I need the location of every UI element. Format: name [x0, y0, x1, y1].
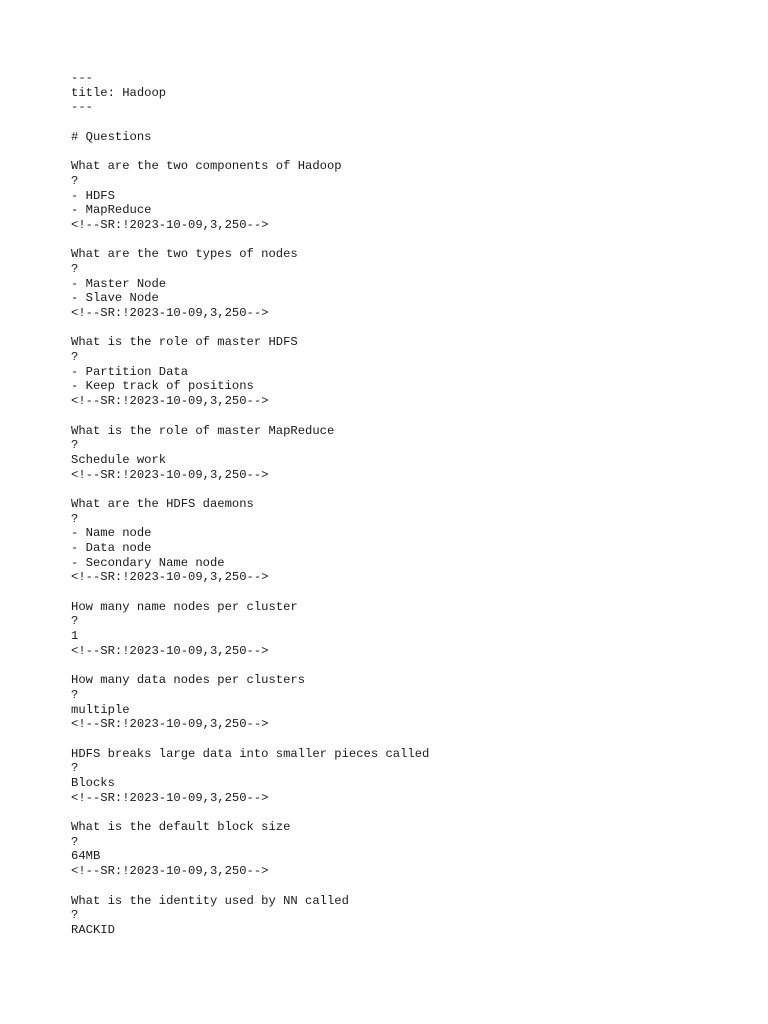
blank-line: [71, 144, 731, 159]
spaced-repetition-comment: <!--SR:!2023-10-09,3,250-->: [71, 217, 269, 232]
flashcard-separator: ?: [71, 908, 79, 923]
front-matter-open: ---: [71, 71, 93, 85]
flashcard-separator: ?: [71, 511, 79, 526]
flashcard-answer-line: - Data node: [71, 541, 152, 555]
flashcard-answer-line: - MapReduce: [71, 203, 152, 218]
flashcard-answer-line: - Name node: [71, 526, 152, 541]
flashcard-answer-line: - HDFS: [71, 188, 115, 203]
flashcard-list: [71, 159, 731, 937]
flashcard-answer-line: - Master Node: [71, 276, 167, 291]
flashcard-answer-line: Blocks: [71, 776, 115, 790]
spaced-repetition-comment: <!--SR:!2023-10-09,3,250-->: [71, 394, 269, 409]
flashcard: [71, 894, 731, 938]
flashcard-question: What are the two types of nodes: [71, 247, 298, 262]
spaced-repetition-comment: <!--SR:!2023-10-09,3,250-->: [71, 864, 269, 879]
flashcard-answer-line: Schedule work: [71, 452, 167, 467]
flashcard-separator: ?: [71, 173, 79, 188]
flashcard-question: What are the HDFS daemons: [71, 496, 254, 511]
flashcard-answer-line: 1: [71, 629, 79, 644]
blank-line: [71, 321, 731, 336]
blank-line: [71, 482, 731, 497]
flashcard-answer-line: - Secondary Name node: [71, 555, 225, 570]
flashcard-answer-line: - Keep track of positions: [71, 379, 254, 394]
spaced-repetition-comment: <!--SR:!2023-10-09,3,250-->: [71, 570, 269, 585]
blank-line: [71, 659, 731, 674]
blank-line: [71, 233, 731, 248]
markdown-document: [71, 71, 731, 938]
flashcard-separator: ?: [71, 438, 79, 453]
flashcard-question: What is the identity used by NN called: [71, 893, 349, 908]
flashcard: [71, 335, 731, 423]
flashcard-question: HDFS breaks large data into smaller pieces called: [71, 746, 430, 761]
flashcard-answer-line: RACKID: [71, 922, 115, 937]
section-heading: # Questions: [71, 129, 152, 144]
flashcard-separator: ?: [71, 350, 79, 365]
flashcard-question: What is the default block size: [71, 820, 291, 835]
spaced-repetition-comment: <!--SR:!2023-10-09,3,250-->: [71, 306, 269, 320]
flashcard-answer-line: - Slave Node: [71, 291, 159, 306]
flashcard: [71, 159, 731, 247]
front-matter-title: title: Hadoop: [71, 85, 167, 100]
blank-line: [71, 879, 731, 894]
flashcard: [71, 424, 731, 497]
flashcard-question: How many data nodes per clusters: [71, 673, 306, 688]
blank-line: [71, 732, 731, 747]
flashcard-answer-line: 64MB: [71, 849, 101, 864]
blank-line: [71, 115, 731, 130]
blank-line: [71, 409, 731, 424]
flashcard: [71, 600, 731, 673]
flashcard-answer-line: - Partition Data: [71, 364, 189, 379]
flashcard: [71, 247, 731, 335]
flashcard-question: What are the two components of Hadoop: [71, 159, 342, 174]
flashcard-separator: ?: [71, 687, 79, 702]
flashcard-question: What is the role of master HDFS: [71, 335, 298, 350]
blank-line: [71, 805, 731, 820]
spaced-repetition-comment: <!--SR:!2023-10-09,3,250-->: [71, 717, 269, 732]
flashcard-question: What is the role of master MapReduce: [71, 423, 335, 438]
flashcard-question: How many name nodes per cluster: [71, 599, 298, 614]
spaced-repetition-comment: <!--SR:!2023-10-09,3,250-->: [71, 467, 269, 482]
blank-line: [71, 585, 731, 600]
flashcard: [71, 673, 731, 746]
flashcard-separator: ?: [71, 834, 79, 849]
flashcard: [71, 497, 731, 600]
flashcard: [71, 747, 731, 820]
spaced-repetition-comment: <!--SR:!2023-10-09,3,250-->: [71, 643, 269, 658]
flashcard-answer-line: multiple: [71, 702, 130, 717]
flashcard-separator: ?: [71, 761, 79, 776]
spaced-repetition-comment: <!--SR:!2023-10-09,3,250-->: [71, 790, 269, 805]
front-matter-close: ---: [71, 100, 93, 115]
flashcard-separator: ?: [71, 261, 79, 276]
flashcard-separator: ?: [71, 614, 79, 629]
flashcard: [71, 820, 731, 893]
